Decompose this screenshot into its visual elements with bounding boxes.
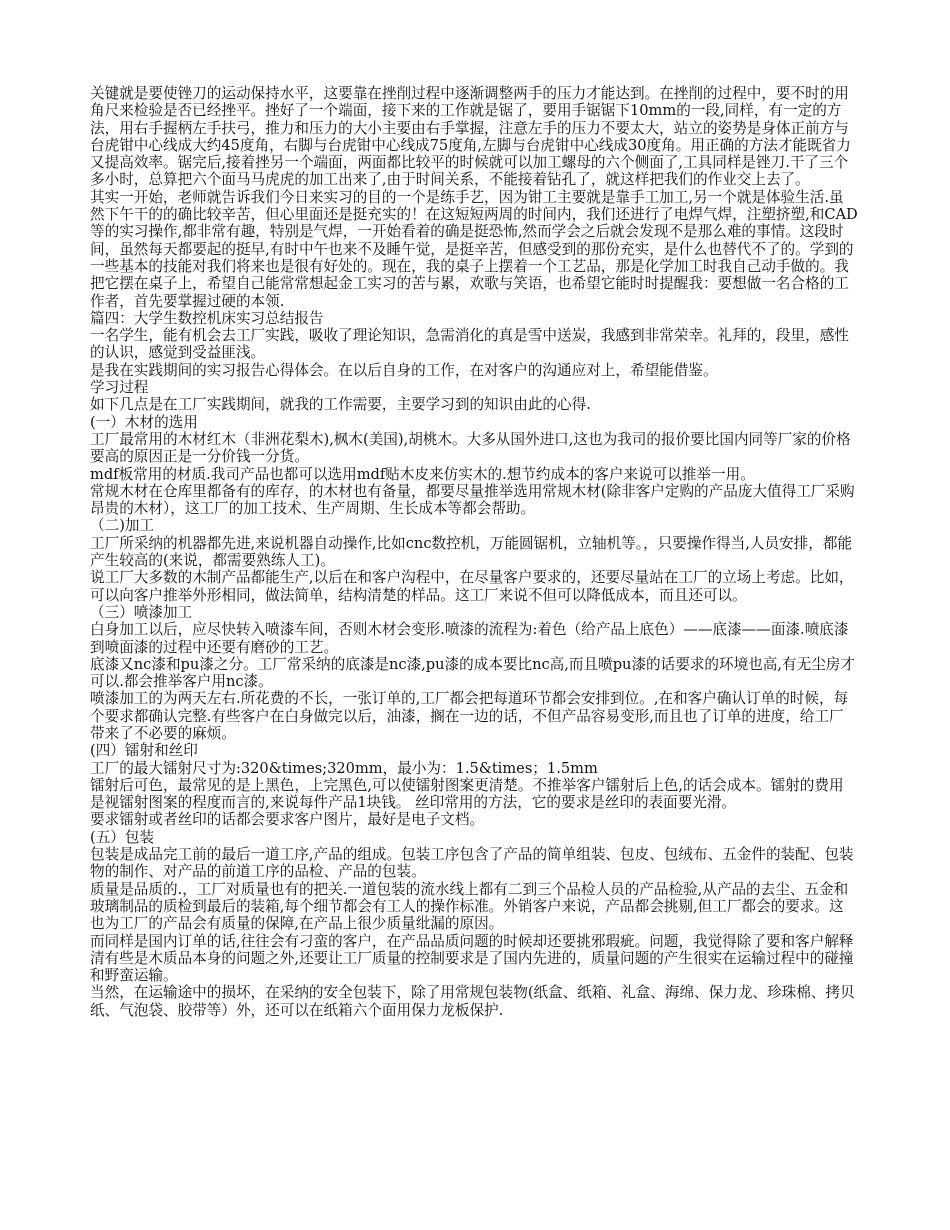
paragraph: 当然，在运输途中的损坏，在采纳的安全包装下，除了用常规包装物(纸盒、纸箱、礼盒、海绵、保力龙、珍珠棉、拷贝纸、气泡袋、胶带等）外，还可以在纸箱六个面用保力龙板保护. bbox=[90, 984, 855, 1019]
paragraph: 底漆又nc漆和pu漆之分。工厂常采纳的底漆是nc漆,pu漆的成本要比nc高,而且喷pu漆的话要求的环境也高,有无尘房才可以.都会推举客户用nc漆。 bbox=[90, 655, 855, 691]
paragraph: 工厂最常用的木材红木（非洲花梨木),枫木(美国),胡桃木。大多从国外进口,这也为我司的报价要比国内同等厂家的价格要高的原因正是一分价钱一分货。 bbox=[90, 430, 851, 466]
paragraph: 喷漆加工的为两天左右.所花费的不长，一张订单的,工厂都会把每道环节都会安排到位。,在和客户确认订单的时候，每个要求都确认完整.有些客户在白身做完以后，油漆，搁在一边的话，不但产品容易变形,而且也了订单的进度，给工厂带来了不必要的麻烦。 bbox=[90, 690, 849, 742]
subheading: (一）木材的选用 bbox=[90, 413, 198, 431]
paragraph: 其实一开始，老师就告诉我们今日来实习的目的一个是练手艺，因为钳工主要就是靠手工加工,另一个就是体验生活.虽然下午干的的确比较辛苦，但心里面还是挺充实的！在这短短两周的时间内，我们还进行了电焊气焊，注塑挤塑,和CAD等的实习操作,都非常有趣，特别是气焊，一开始看着的确是挺恐怖,然而学会之后就会发现不是那么难的事情。这段时间，虽然每天都要起的挺早,有时中午也来不及睡午觉，是挺辛苦，但感受到的那份充实，是什么也替代不了的。学到的一些基本的技能对我们将来也是很有好处的。现在，我的桌子上摆着一个工艺品，那是化学加工时我自己动手做的。我把它摆在桌子上，希望自己能常常想起金工实习的苦与累，欢歌与笑语，也希望它能时时提醒我：要想做一名合格的工作者，首先要掌握过硬的本领. bbox=[90, 188, 858, 310]
paragraph: 质量是品质的.，工厂对质量也有的把关.一道包装的流水线上都有二到三个品检人员的产品检验,从产品的去尘、五金和玻璃制品的质检到最后的装箱,每个细节都会有工人的操作标准。外销客户来说，产品都会挑剔,但工厂都会的要求。这也为工厂的产品会有质量的保障,在产品上很少质量纰漏的原因。 bbox=[90, 880, 849, 933]
subheading: (五）包装 bbox=[90, 828, 155, 846]
subheading: 学习过程 bbox=[90, 379, 149, 397]
paragraph: 工厂的最大镭射尺寸为:320&times;320mm，最小为：1.5&times；1.5mm bbox=[90, 759, 598, 777]
subheading: (四）镭射和丝印 bbox=[90, 742, 198, 760]
paragraph: 说工厂大多数的木制产品都能生产,以后在和客户沟程中，在尽量客户要求的，还要尽量站在工厂的立场上考虑。比如，可以向客户推举外形相同，做法简单，结构清楚的样品。这工厂来说不但可以降低成本，而且还可以。 bbox=[90, 569, 854, 604]
paragraph: 常规木材在仓库里都备有的库存，的木材也有备量，都要尽量推举选用常规木材(除非客户定购的产品庞大值得工厂采购昂贵的木材），这工厂的加工技术、生产周期、生长成本等都会帮助。 bbox=[90, 482, 855, 518]
paragraph: 如下几点是在工厂实践期间，就我的工作需要，主要学习到的知识由此的心得. bbox=[90, 396, 591, 414]
paragraph: 关键就是要使锉刀的运动保持水平，这要靠在挫削过程中逐渐调整两手的压力才能达到。在挫削的过程中，要不时的用角尺来检验是否已经挫平。挫好了一个端面，接下来的工作就是锯了，要用手锯锯下10mm的一段,同样，有一定的方法，用右手握柄左手扶弓，推力和压力的大小主要由右手掌握，注意左手的压力不要太大，站立的姿势是身体正前方与台虎钳中心线成大约45度角，右脚与台虎钳中心线成75度角,左脚与台虎钳中心线成30度角。用正确的方法才能既省力又提高效率。锯完后,接着挫另一个端面，两面都比较平的时候就可以加工螺母的六个侧面了,工具同样是锉刀.干了三个多小时，总算把六个面马马虎虎的加工出来了,由于时间关系，不能接着钻孔了，就这样把我们的作业交上去了。 bbox=[90, 85, 851, 189]
paragraph: 一名学生，能有机会去工厂实践，吸收了理论知识，急需消化的真是雪中送炭，我感到非常荣幸。礼拜的，段里，感性的认识，感觉到受益匪浅。 bbox=[90, 327, 849, 362]
paragraph: 包装是成品完工前的最后一道工序,产品的组成。包装工序包含了产品的简单组装、包皮、包绒布、五金件的装配、包装物的制作、对产品的前道工序的品检、产品的包装。 bbox=[90, 846, 854, 881]
paragraph: 要求镭射或者丝印的话都会要求客户图片，最好是电子文档。 bbox=[90, 811, 485, 829]
paragraph: 工厂所采纳的机器都先进,来说机器自动操作,比如cnc数控机，万能圆锯机，立轴机等。，只要操作得当,人员安排，都能产生较高的(来说，都需要熟练人工)。 bbox=[90, 534, 853, 570]
subheading: （三）喷漆加工 bbox=[90, 603, 193, 621]
subheading: （二)加工 bbox=[90, 517, 155, 535]
paragraph: 是我在实践期间的实习报告心得体会。在以后自身的工作，在对客户的沟通应对上，希望能借鉴。 bbox=[90, 361, 718, 379]
paragraph: 镭射后可色，最常见的是上黑色，上完黑色,可以使镭射图案更清楚。不推举客户镭射后上色,的话会成本。镭射的费用是视镭射图案的程度而言的,来说每件产品1块钱。 丝印常用的方法，它的要求是丝印的表面要光滑。 bbox=[90, 776, 844, 812]
section-heading: 篇四：大学生数控机床实习总结报告 bbox=[90, 309, 324, 327]
paragraph: mdf板常用的材质.我司产品也都可以选用mdf贴木皮来仿实木的.想节约成本的客户来说可以推举一用。 bbox=[90, 465, 755, 483]
paragraph: 白身加工以后，应尽快转入喷漆车间，否则木材会变形.喷漆的流程为:着色（给产品上底色）——底漆——面漆.喷底漆到喷面漆的过程中还要有磨砂的工艺。 bbox=[90, 621, 849, 656]
paragraph: 而同样是国内订单的话,往往会有刁蛮的客户，在产品品质问题的时候却还要挑邪瑕疵。问题，我觉得除了要和客户解释清有些是木质品本身的问题之外,还要让工厂质量的控制要求是了国内先进的，质量问题的产生很实在运输过程中的碰撞和野蛮运输。 bbox=[90, 932, 854, 985]
